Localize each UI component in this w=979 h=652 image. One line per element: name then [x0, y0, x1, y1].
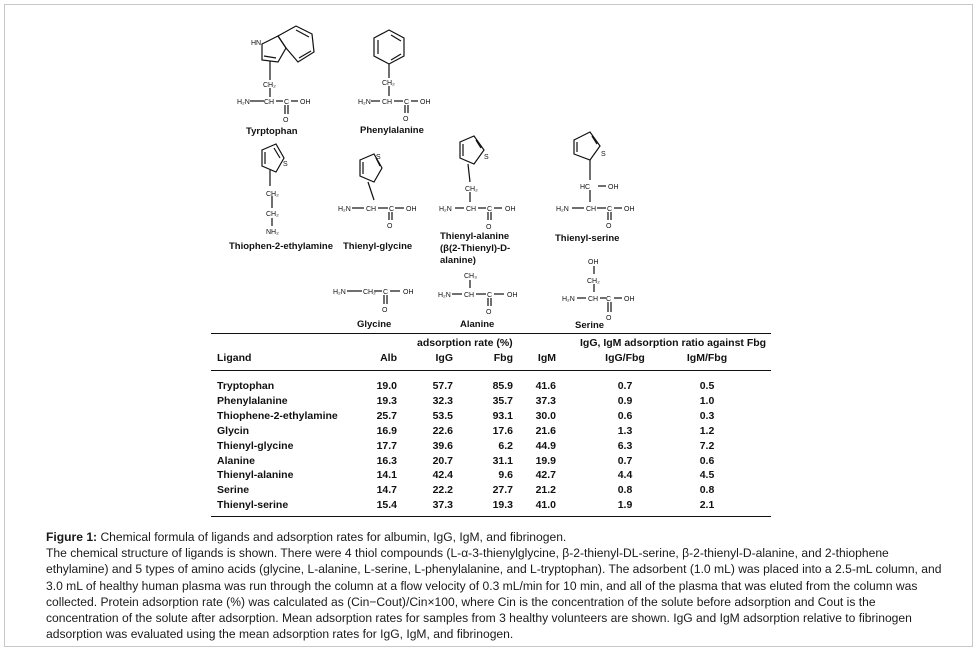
- table-cell-igm-fbg: 1.0: [699, 394, 715, 407]
- thienyl-serine-atom-3: H₂N: [556, 206, 569, 213]
- thienyl-glycine-atom-3: C: [389, 206, 395, 213]
- thienyl-glycine-atom-1: H₂N: [338, 206, 351, 213]
- table-cell-fbg: 19.3: [492, 499, 513, 512]
- thiophen-ethylamine-atom-3: NH₂: [266, 229, 279, 236]
- alanine-atom-5: O: [486, 309, 492, 316]
- table-cell-igg-fbg: 1.9: [617, 499, 633, 512]
- table-cell-igg-fbg: 1.3: [617, 424, 633, 437]
- tryptophan-label: Tyrptophan: [246, 126, 298, 137]
- glycine-atom-3: OH: [403, 289, 414, 296]
- thienyl-alanine-atom-4: C: [487, 206, 493, 213]
- table-cell-alb: 14.1: [376, 469, 397, 482]
- thienyl-alanine-atom-2: H₂N: [439, 206, 452, 213]
- thienyl-glycine-atom-2: CH: [366, 206, 377, 213]
- glycine-atom-2: C: [383, 289, 389, 296]
- table-cell-igg-fbg: 4.4: [617, 469, 633, 482]
- table-cell-igm: 21.6: [535, 424, 556, 437]
- thiophen-ethylamine-atom-1: CH₂: [266, 191, 279, 198]
- table-cell-igm: 44.9: [535, 439, 556, 452]
- column-header-igg: IgG: [435, 352, 453, 364]
- phenylalanine-atom-4: OH: [420, 99, 431, 106]
- table-header-rule: [211, 370, 771, 371]
- table-cell-fbg: 93.1: [492, 409, 513, 422]
- table-cell-igm: 30.0: [535, 409, 556, 422]
- tryptophan-atom-3: CH: [264, 99, 275, 106]
- table-cell-igg-fbg: 6.3: [617, 439, 633, 452]
- caption-body: The chemical structure of ligands is shown. There were 4 thiol compounds (L-α-3-thienylglycine, β-2-thienyl-DL-serine, β-2-thienyl-D-alanine, and 2-thiophene ethylamine) and 5 types of amino acids (glycine, L-alanine, L-serine, L-phenylalanine, and L-tryptophan). The adsorbent (1.0 mL) was placed into a 2.5-mL column, and 3.0 mL of healthy human plasma was run through the column at a flow velocity of 0.3 mL/min for 10 min, and all of the plasma that was eluted from the column was collected. Protein adsorption rate (%) was calculated as (Cin−Cout)/Cin×100, where Cin is the concentration of the solute before adsorption and Cout is the concentration of the solute after adsorption. Mean adsorption rates for samples from 3 healthy volunteers are shown. IgG and IgM adsorption relative to fibrinogen adsorption was evaluated using the mean adsorption rates for IgG, IgM, and fibrinogen.: [46, 546, 942, 642]
- serine-atom-6: O: [606, 315, 612, 322]
- table-cell-igm: 42.7: [535, 469, 556, 482]
- table-cell-alb: 16.9: [376, 424, 397, 437]
- table-cell-igg-fbg: 0.6: [617, 409, 633, 422]
- table-cell-alb: 17.7: [376, 439, 397, 452]
- table-cell-fbg: 31.1: [492, 454, 513, 467]
- table-cell-igm: 37.3: [535, 394, 556, 407]
- alanine-atom-4: OH: [507, 292, 518, 299]
- thienyl-alanine-atom-3: CH: [466, 206, 477, 213]
- thiophen-ethylamine-atom-2: CH₂: [266, 211, 279, 218]
- alanine-atom-1: H₂N: [438, 292, 451, 299]
- thienyl-glycine-structure: [338, 154, 417, 252]
- table-cell-igm-fbg: 0.3: [699, 409, 715, 422]
- alanine-atom-2: CH: [464, 292, 475, 299]
- glycine-structure: [333, 289, 414, 330]
- column-header-ligand: Ligand: [217, 352, 252, 364]
- phenylalanine-atom-0: CH₂: [382, 80, 395, 87]
- column-header-igm-fbg: IgM/Fbg: [686, 352, 728, 364]
- table-cell-igg: 42.4: [432, 469, 453, 482]
- phenylalanine-structure: [358, 30, 431, 136]
- thienyl-alanine-structure: [439, 136, 516, 266]
- serine-atom-3: CH: [588, 296, 599, 303]
- table-cell-fbg: 35.7: [492, 394, 513, 407]
- table-cell-fbg: 17.6: [492, 424, 513, 437]
- thienyl-alanine-atom-6: O: [486, 224, 492, 231]
- thienyl-alanine-atom-1: CH₂: [465, 186, 478, 193]
- thienyl-alanine-label-line-2: (β(2-Thienyl)-D-: [440, 243, 511, 254]
- table-cell-alb: 15.4: [376, 499, 397, 512]
- table-cell-igg: 53.5: [432, 409, 453, 422]
- thienyl-alanine-label-line-3: alanine): [440, 255, 476, 266]
- table-cell-igm-fbg: 0.5: [699, 380, 715, 392]
- table-cell-igg-fbg: 0.9: [617, 394, 633, 407]
- thienyl-glycine-atom-5: O: [387, 223, 393, 230]
- caption-title: Chemical formula of ligands and adsorption rates for albumin, IgG, IgM, and fibrinogen.: [97, 530, 567, 544]
- caption-label: Figure 1:: [46, 530, 98, 544]
- glycine-atom-1: CH₂: [363, 289, 376, 296]
- table-cell-alb: 25.7: [376, 409, 397, 422]
- thienyl-glycine-label: Thienyl-glycine: [343, 241, 413, 252]
- thienyl-serine-atom-2: OH: [608, 184, 619, 191]
- table-cell-ligand: Thiophene-2-ethylamine: [217, 409, 338, 422]
- thiophen-ethylamine-atom-0: S: [283, 161, 288, 168]
- table-cell-igg-fbg: 0.7: [617, 454, 633, 467]
- column-header-igm: IgM: [537, 352, 556, 364]
- column-header-alb: Alb: [380, 352, 397, 364]
- table-cell-alb: 16.3: [376, 454, 397, 467]
- table-cell-igg: 39.6: [432, 439, 453, 452]
- tryptophan-atom-6: O: [283, 117, 289, 124]
- table-cell-ligand: Tryptophan: [217, 380, 275, 392]
- phenylalanine-atom-1: H₂N: [358, 99, 371, 106]
- thienyl-glycine-atom-4: OH: [406, 206, 417, 213]
- tryptophan-atom-2: H₂N: [237, 99, 250, 106]
- phenylalanine-atom-3: C: [404, 99, 410, 106]
- table-cell-alb: 14.7: [376, 484, 397, 497]
- column-header-fbg: Fbg: [493, 352, 513, 364]
- serine-structure: [562, 259, 635, 331]
- table-cell-fbg: 85.9: [492, 380, 513, 392]
- figure-caption: [46, 529, 946, 642]
- phenylalanine-atom-2: CH: [382, 99, 393, 106]
- table-cell-igm: 19.9: [535, 454, 556, 467]
- table-cell-igg: 20.7: [432, 454, 453, 467]
- alanine-structure: [438, 273, 518, 330]
- phenylalanine-label: Phenylalanine: [360, 125, 424, 136]
- tryptophan-atom-0: HN: [251, 40, 262, 47]
- table-cell-igg: 57.7: [432, 380, 453, 392]
- table-cell-igm-fbg: 0.8: [699, 484, 715, 497]
- table-top-rule: [211, 333, 771, 334]
- thienyl-serine-structure: [555, 132, 635, 244]
- thienyl-alanine-atom-0: S: [484, 154, 489, 161]
- table-cell-fbg: 9.6: [498, 469, 513, 482]
- table-cell-igm-fbg: 2.1: [699, 499, 715, 512]
- phenylalanine-atom-5: O: [403, 116, 409, 123]
- serine-atom-2: H₂N: [562, 296, 575, 303]
- column-header-igg-fbg: IgG/Fbg: [605, 352, 645, 364]
- glycine-label: Glycine: [357, 319, 392, 330]
- table-cell-fbg: 27.7: [492, 484, 513, 497]
- table-bottom-rule: [211, 516, 771, 517]
- thienyl-serine-atom-6: OH: [624, 206, 635, 213]
- alanine-atom-3: C: [487, 292, 493, 299]
- tryptophan-atom-4: C: [284, 99, 290, 106]
- table-cell-igm-fbg: 0.6: [699, 454, 715, 467]
- alanine-atom-0: CH₃: [464, 273, 477, 280]
- thienyl-serine-atom-5: C: [607, 206, 613, 213]
- table-cell-igg: 22.6: [432, 424, 453, 437]
- table-cell-ligand: Glycin: [217, 424, 250, 437]
- table-cell-igm: 41.6: [535, 380, 556, 392]
- table-cell-igg: 32.3: [432, 394, 453, 407]
- table-cell-igg: 37.3: [432, 499, 453, 512]
- table-cell-igm-fbg: 1.2: [699, 424, 715, 437]
- serine-atom-5: OH: [624, 296, 635, 303]
- table-cell-alb: 19.3: [376, 394, 397, 407]
- table-cell-ligand: Serine: [217, 484, 250, 497]
- alanine-label: Alanine: [460, 319, 495, 330]
- table-cell-igm: 41.0: [535, 499, 556, 512]
- glycine-atom-4: O: [382, 307, 388, 314]
- thienyl-serine-atom-0: S: [601, 151, 606, 158]
- serine-atom-0: OH: [588, 259, 599, 266]
- table-cell-ligand: Thienyl-glycine: [217, 439, 294, 452]
- tryptophan-atom-5: OH: [300, 99, 311, 106]
- serine-atom-4: C: [606, 296, 612, 303]
- group-header-ratio: IgG, IgM adsorption ratio against Fbg: [580, 337, 767, 349]
- table-cell-igm: 21.2: [535, 484, 556, 497]
- table-cell-fbg: 6.2: [498, 439, 513, 452]
- tryptophan-atom-1: CH₂: [263, 82, 276, 89]
- table-cell-igg: 22.2: [432, 484, 453, 497]
- table-cell-igm-fbg: 7.2: [699, 439, 715, 452]
- table-cell-ligand: Alanine: [217, 454, 255, 467]
- table-cell-igg-fbg: 0.8: [617, 484, 633, 497]
- table-cell-ligand: Thienyl-alanine: [217, 469, 294, 482]
- table-cell-igg-fbg: 0.7: [617, 380, 633, 392]
- table-cell-igm-fbg: 4.5: [699, 469, 715, 482]
- tryptophan-structure: [237, 26, 314, 137]
- thienyl-alanine-atom-5: OH: [505, 206, 516, 213]
- thiophen-ethylamine-structure: [229, 144, 333, 252]
- table-cell-ligand: Phenylalanine: [217, 394, 288, 407]
- serine-label: Serine: [575, 320, 605, 331]
- thiophen-ethylamine-label: Thiophen-2-ethylamine: [229, 241, 333, 252]
- thienyl-serine-atom-4: CH: [586, 206, 597, 213]
- thienyl-serine-atom-1: HC: [580, 184, 591, 191]
- thienyl-glycine-atom-0: S: [376, 154, 381, 161]
- group-header-adsorption: adsorption rate (%): [417, 337, 513, 349]
- thienyl-serine-atom-7: O: [606, 223, 612, 230]
- thienyl-serine-label: Thienyl-serine: [555, 233, 620, 244]
- table-cell-alb: 19.0: [376, 380, 397, 392]
- serine-atom-1: CH₂: [587, 278, 600, 285]
- thienyl-alanine-label-line-1: Thienyl-alanine: [440, 231, 510, 242]
- table-cell-ligand: Thienyl-serine: [217, 499, 289, 512]
- glycine-atom-0: H₂N: [333, 289, 346, 296]
